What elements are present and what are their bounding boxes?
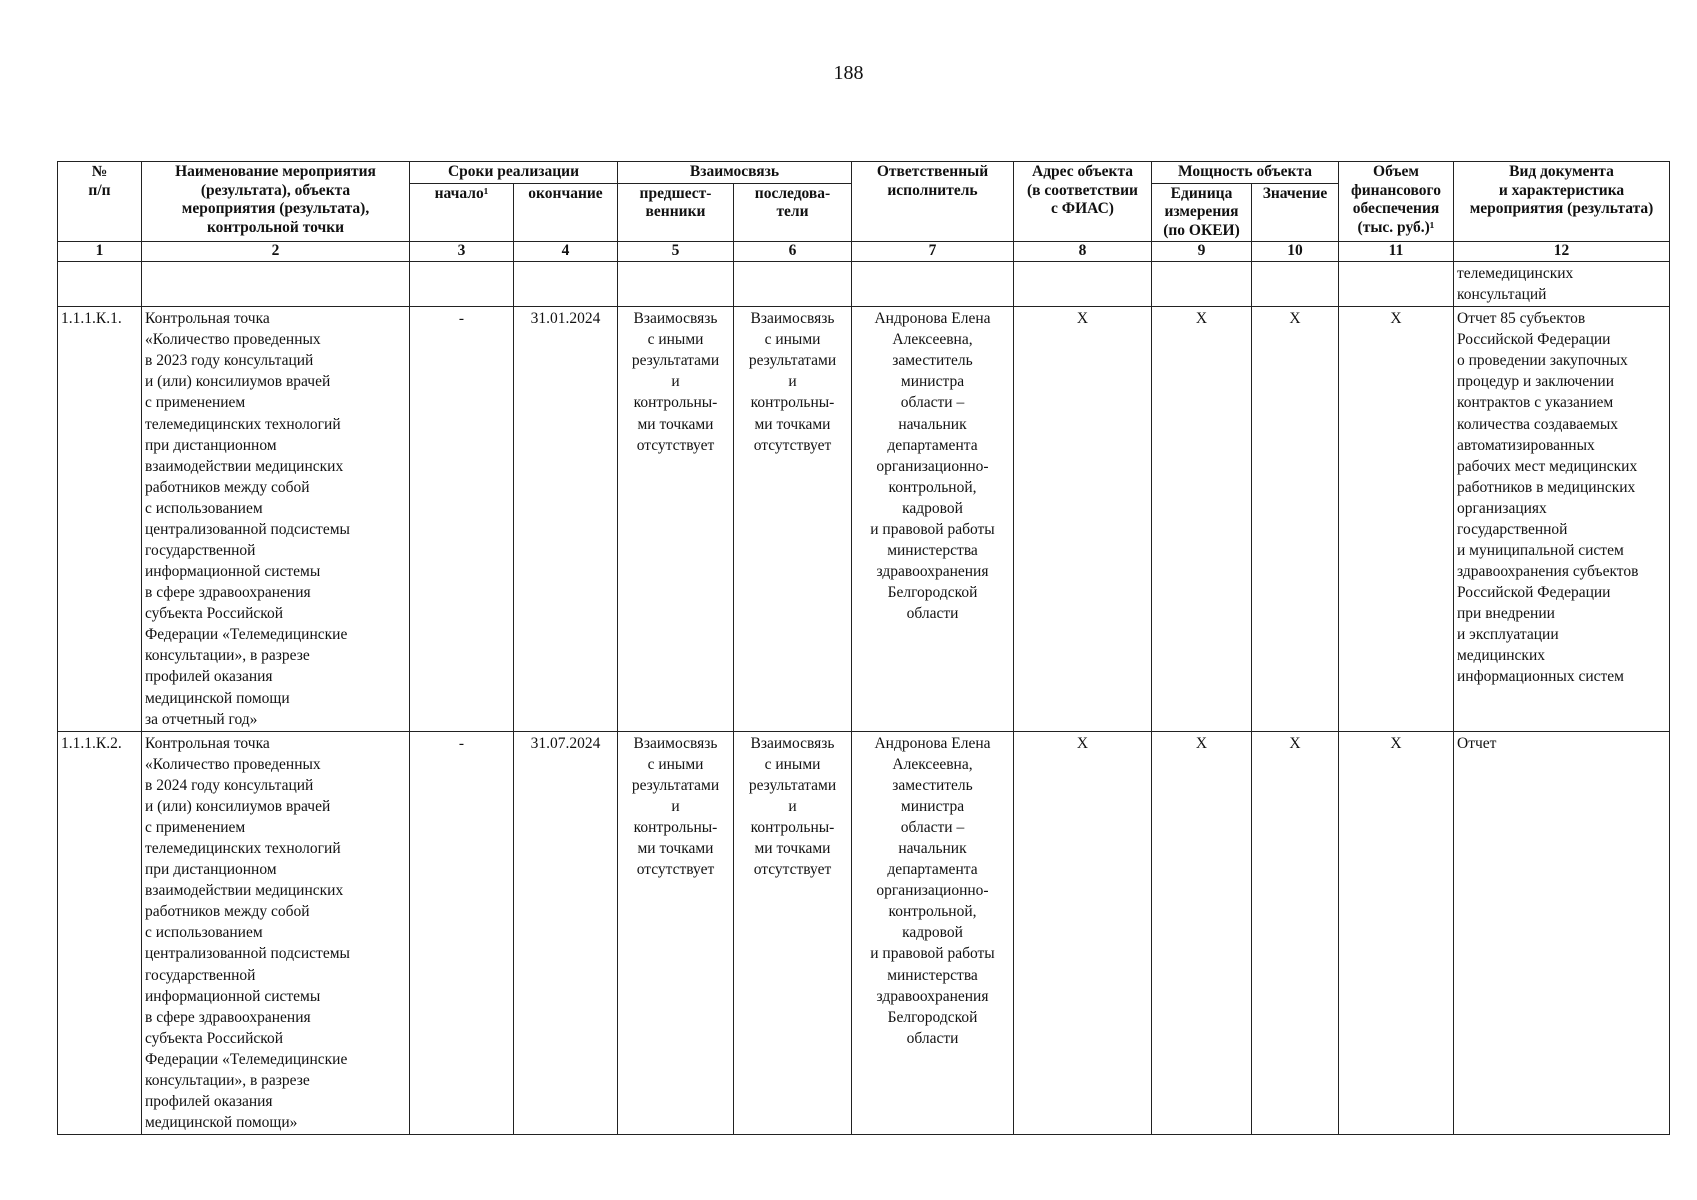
header-start: начало¹: [410, 183, 514, 242]
col-num-4: 4: [514, 242, 618, 262]
row-executor: Андронова Елена Алексеевна, заместитель министра области – начальник департамента организационно- контрольной, кадровой и правовой работы министерства здравоохранения Белгородской области: [852, 731, 1014, 1134]
column-number-row: [58, 242, 1670, 262]
continuation-text: телемедицинских консультаций: [1454, 261, 1670, 306]
header-address: Адрес объекта (в соответствии с ФИАС): [1014, 162, 1152, 242]
row-doc: Отчет 85 субъектов Российской Федерации о проведении закупочных процедур и заключении контрактов с указанием количества создаваемых автоматизированных рабочих мест медицинских работников в медицинских организациях государственной и муниципальной систем здравоохранения субъектов Российской Федерации при внедрении и эксплуатации медицинских информационных систем: [1454, 307, 1670, 732]
header-unit: Единица измерения (по ОКЕИ): [1152, 183, 1252, 242]
col-num-12: 12: [1454, 242, 1670, 262]
row-end: 31.01.2024: [514, 307, 618, 732]
header-capacity: Мощность объекта: [1152, 162, 1339, 184]
header-relation: Взаимосвязь: [618, 162, 852, 184]
col-num-7: 7: [852, 242, 1014, 262]
row-successors: Взаимосвязь с иными результатами и контрольны- ми точками отсутствует: [734, 307, 852, 732]
continuation-row: [58, 261, 1670, 306]
col-num-9: 9: [1152, 242, 1252, 262]
row-start: -: [410, 307, 514, 732]
row-executor: Андронова Елена Алексеевна, заместитель министра области – начальник департамента организационно- контрольной, кадровой и правовой работы министерства здравоохранения Белгородской области: [852, 307, 1014, 732]
col-num-5: 5: [618, 242, 734, 262]
col-num-2: 2: [142, 242, 410, 262]
header-end: окончание: [514, 183, 618, 242]
row-predecessors: Взаимосвязь с иными результатами и контрольны- ми точками отсутствует: [618, 731, 734, 1134]
row-doc: Отчет: [1454, 731, 1670, 1134]
col-num-8: 8: [1014, 242, 1152, 262]
header-predecessors: предшест- венники: [618, 183, 734, 242]
row-value: Х: [1252, 731, 1339, 1134]
header-value: Значение: [1252, 183, 1339, 242]
row-id: 1.1.1.К.2.: [58, 731, 142, 1134]
col-num-10: 10: [1252, 242, 1339, 262]
row-end: 31.07.2024: [514, 731, 618, 1134]
header-doc: Вид документа и характеристика мероприятия (результата): [1454, 162, 1670, 242]
row-address: Х: [1014, 307, 1152, 732]
row-finance: Х: [1339, 307, 1454, 732]
row-id: 1.1.1.К.1.: [58, 307, 142, 732]
row-unit: Х: [1152, 307, 1252, 732]
row-value: Х: [1252, 307, 1339, 732]
header-name: Наименование мероприятия (результата), объекта мероприятия (результата), контрольной точки: [142, 162, 410, 242]
col-num-3: 3: [410, 242, 514, 262]
col-num-1: 1: [58, 242, 142, 262]
row-finance: Х: [1339, 731, 1454, 1134]
header-num: № п/п: [58, 162, 142, 242]
row-address: Х: [1014, 731, 1152, 1134]
header-executor: Ответственный исполнитель: [852, 162, 1014, 242]
header-successors: последова- тели: [734, 183, 852, 242]
table-header: [58, 162, 1670, 262]
table-row: [58, 307, 1670, 732]
plan-table: [57, 161, 1670, 1135]
table-row: [58, 731, 1670, 1134]
page-number: 188: [833, 62, 864, 84]
header-finance: Объем финансового обеспечения (тыс. руб.)¹: [1339, 162, 1454, 242]
row-predecessors: Взаимосвязь с иными результатами и контрольны- ми точками отсутствует: [618, 307, 734, 732]
row-name: Контрольная точка «Количество проведенных в 2023 году консультаций и (или) консилиумов врачей с применением телемедицинских технологий при дистанционном взаимодействии медицинских работников между собой с использованием централизованной подсистемы государственной информационной системы в сфере здравоохранения субъекта Российской Федерации «Телемедицинские консультации», в разрезе профилей оказания медицинской помощи за отчетный год»: [142, 307, 410, 732]
col-num-11: 11: [1339, 242, 1454, 262]
col-num-6: 6: [734, 242, 852, 262]
row-unit: Х: [1152, 731, 1252, 1134]
row-successors: Взаимосвязь с иными результатами и контрольны- ми точками отсутствует: [734, 731, 852, 1134]
row-name: Контрольная точка «Количество проведенных в 2024 году консультаций и (или) консилиумов врачей с применением телемедицинских технологий при дистанционном взаимодействии медицинских работников между собой с использованием централизованной подсистемы государственной информационной системы в сфере здравоохранения субъекта Российской Федерации «Телемедицинские консультации», в разрезе профилей оказания медицинской помощи»: [142, 731, 410, 1134]
row-start: -: [410, 731, 514, 1134]
header-terms: Сроки реализации: [410, 162, 618, 184]
